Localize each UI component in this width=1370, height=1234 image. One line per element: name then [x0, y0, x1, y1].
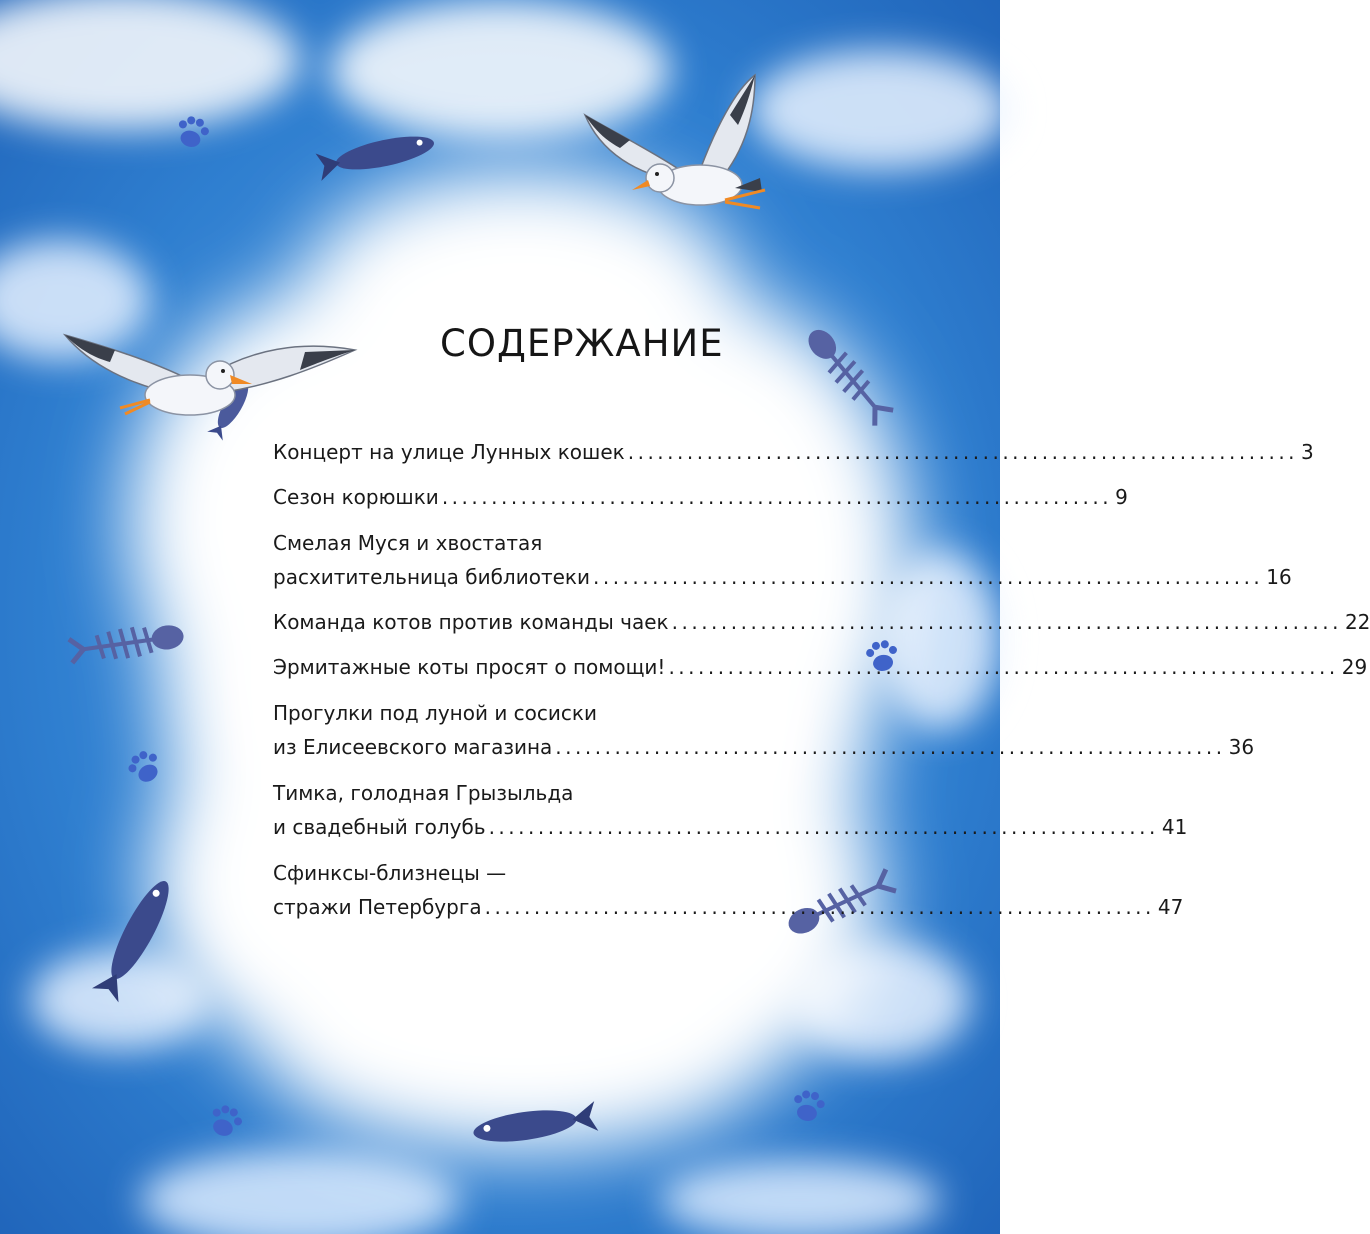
toc-page-number: 41 — [1161, 815, 1188, 839]
toc-page-number: 36 — [1228, 735, 1255, 759]
toc-page-number: 3 — [1301, 440, 1314, 464]
toc-page-number: 16 — [1266, 565, 1292, 589]
toc-entry-title: Эрмитажные коты просят о помощи! — [273, 655, 666, 679]
toc-entry[interactable] — [273, 651, 1368, 683]
toc-entry[interactable] — [273, 526, 1292, 593]
toc-leader-dots: .................................................................... — [441, 485, 1113, 509]
toc-leader-dots: .................................................................... — [592, 565, 1264, 589]
toc-spacer — [273, 513, 765, 526]
toc-entry-line — [273, 651, 1368, 683]
toc-spacer — [273, 468, 765, 481]
toc-page-number: 47 — [1157, 895, 1184, 919]
toc-entry-title: Команда котов против команды чаек — [273, 610, 669, 634]
toc-spacer — [273, 638, 765, 651]
toc-entry-title: Сезон корюшки — [273, 485, 439, 509]
toc-entry-title-line: Сфинксы-близнецы — — [273, 861, 507, 885]
toc-entry-title-line: Смелая Муся и хвостатая — [273, 531, 543, 555]
toc-entry-title: расхитительница библиотеки — [273, 565, 590, 589]
toc-entry-title: стражи Петербурга — [273, 895, 482, 919]
toc-entry[interactable] — [273, 696, 1255, 763]
toc-entry-title-line: Тимка, голодная Грызыльда — [273, 781, 574, 805]
toc-entry-line — [273, 811, 1188, 843]
toc-entry[interactable] — [273, 856, 1184, 923]
toc-entry[interactable] — [273, 436, 1314, 468]
toc-entry-title: из Елисеевского магазина — [273, 735, 553, 759]
toc-page-number: 29 — [1341, 655, 1368, 679]
toc-page-number: 22 — [1344, 610, 1370, 634]
toc-leader-dots: .................................................................... — [671, 610, 1342, 634]
toc-entry-line — [273, 606, 1370, 638]
toc-spacer — [273, 843, 765, 856]
toc-leader-dots: .................................................................... — [488, 815, 1159, 839]
toc-entry-line — [273, 436, 1314, 468]
toc-page-number: 9 — [1115, 485, 1128, 509]
toc-entry-line — [273, 481, 1128, 513]
toc-entry[interactable] — [273, 481, 1128, 513]
toc-entry-title: и свадебный голубь — [273, 815, 486, 839]
toc-leader-dots: .................................................................... — [484, 895, 1155, 919]
toc-entry-line — [273, 561, 1292, 593]
toc-leader-dots: .................................................................... — [627, 440, 1299, 464]
toc-spacer — [273, 763, 765, 776]
toc-entry-line — [273, 731, 1255, 763]
toc-leader-dots: .................................................................... — [555, 735, 1226, 759]
toc-entry-title-line: Прогулки под луной и сосиски — [273, 701, 597, 725]
page-title: СОДЕРЖАНИЕ — [440, 322, 724, 365]
toc-entry-title: Концерт на улице Лунных кошек — [273, 440, 625, 464]
toc-spacer — [273, 593, 765, 606]
toc-spacer — [273, 683, 765, 696]
toc-leader-dots: .................................................................... — [668, 655, 1339, 679]
table-of-contents — [273, 436, 1370, 923]
toc-entry[interactable] — [273, 776, 1188, 843]
toc-entry[interactable] — [273, 606, 1370, 638]
toc-entry-line — [273, 891, 1184, 923]
